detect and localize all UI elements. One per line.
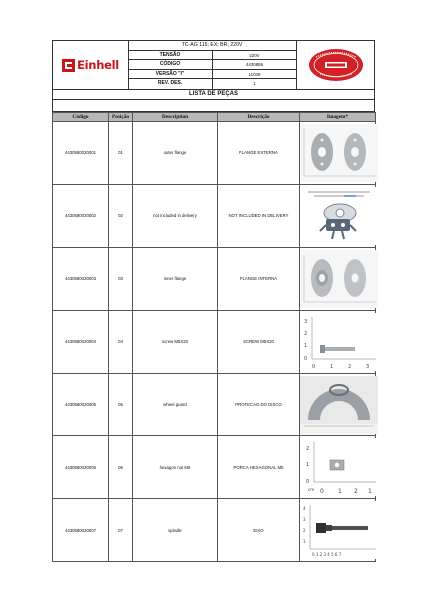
part-description-en: inner flange [133, 247, 218, 310]
table-row [53, 310, 376, 373]
spacer-row [52, 100, 375, 112]
hex-nut-photo [300, 438, 378, 496]
parts-list-sheet [52, 40, 375, 562]
spindle-photo [300, 501, 378, 559]
part-description-pt: SCREW M5X20 [218, 310, 300, 373]
part-position: 07 [109, 499, 133, 562]
wheel-guard-photo [300, 376, 378, 434]
svg-text:2: 2 [348, 363, 352, 370]
version-label: VERSÃO "I" [128, 70, 213, 79]
code-label: CÓDIGO [128, 60, 213, 69]
revision-value: 1 [253, 81, 256, 87]
svg-text:3: 3 [303, 517, 306, 523]
svg-text:0: 0 [304, 355, 308, 362]
part-code: 4430580020006 [53, 436, 109, 499]
voltage-label: TENSÃO [128, 51, 213, 60]
part-position: 01 [109, 122, 133, 185]
part-description-en: screw M5X20 [133, 310, 218, 373]
svg-text:0: 0 [320, 488, 324, 496]
part-description-pt: PROTECAO DO DISCO [218, 373, 300, 436]
part-description-en: hexagon nut M5 [133, 436, 218, 499]
table-row [53, 247, 376, 310]
part-code: 4430580020007 [53, 499, 109, 562]
svg-text:3: 3 [304, 318, 308, 325]
version-value: 11039 [248, 71, 261, 77]
list-title: LISTA DE PEÇAS [52, 90, 375, 100]
part-position: 06 [109, 436, 133, 499]
svg-text:1: 1 [303, 539, 306, 545]
placeholder-robot-image [300, 187, 378, 245]
table-row [53, 373, 376, 436]
column-header-description-en: Description [133, 113, 218, 122]
header-info-table [128, 41, 296, 89]
einhell-logo [53, 41, 129, 89]
model-name: TC-AG 115; EX; BR; 220V [181, 42, 243, 48]
svg-text:0 1 2 3 4 5 6 7: 0 1 2 3 4 5 6 7 [312, 552, 342, 558]
part-code: 4430580020003 [53, 247, 109, 310]
svg-text:2: 2 [304, 330, 308, 337]
column-header-position: Posição [109, 113, 133, 122]
parts-table [52, 112, 376, 562]
svg-text:1: 1 [338, 488, 342, 496]
svg-text:0: 0 [312, 363, 316, 370]
svg-text:cm: cm [308, 487, 315, 493]
part-description-en: wheel guard [133, 373, 218, 436]
part-description-en: outer flange [133, 122, 218, 185]
table-row [53, 184, 376, 247]
document-header [52, 40, 375, 90]
voltage-value: 220V [249, 52, 260, 58]
code-value: 4430886 [245, 62, 264, 68]
svg-text:3: 3 [366, 363, 370, 370]
table-row [53, 122, 376, 185]
table-row [53, 499, 376, 562]
part-code: 4430580020004 [53, 310, 109, 373]
svg-text:4: 4 [303, 506, 306, 512]
einhell-logo-icon [62, 59, 75, 72]
part-description-en: not included in delivery [133, 184, 218, 247]
part-code: 4430580020002 [53, 184, 109, 247]
part-code: 4430580020005 [53, 373, 109, 436]
inner-flange-photo [300, 250, 378, 308]
part-position: 04 [109, 310, 133, 373]
part-description-pt: FLANGE INTERNA [218, 247, 300, 310]
part-description-pt: EIXO [218, 499, 300, 562]
brand-name: Einhell [77, 58, 119, 72]
part-description-en: spindle [133, 499, 218, 562]
part-position: 02 [109, 184, 133, 247]
column-header-image: Imagem* [300, 113, 376, 122]
part-code: 4430580020001 [53, 122, 109, 185]
part-description-pt: FLANGE EXTERNA [218, 122, 300, 185]
quality-seal-icon [306, 47, 366, 83]
svg-text:1: 1 [368, 488, 372, 496]
outer-flange-photo [300, 124, 378, 182]
column-header-description-pt: Descrição [218, 113, 300, 122]
part-position: 05 [109, 373, 133, 436]
svg-text:1: 1 [306, 462, 310, 469]
table-header-row [53, 113, 376, 122]
part-description-pt: NOT INCLUDED IN DELIVERY [218, 184, 300, 247]
svg-text:1: 1 [304, 342, 308, 349]
part-description-pt: PORCA HEXAGONAL M5 [218, 436, 300, 499]
svg-text:2: 2 [303, 528, 306, 534]
table-row [53, 436, 376, 499]
screw-photo [300, 313, 378, 371]
svg-text:0: 0 [306, 479, 310, 486]
svg-text:2: 2 [354, 488, 358, 496]
svg-text:1: 1 [330, 363, 334, 370]
part-position: 03 [109, 247, 133, 310]
column-header-code: Código [53, 113, 109, 122]
svg-text:2: 2 [306, 446, 310, 453]
quality-seal [297, 41, 374, 89]
revision-label: REV. DES. [128, 79, 213, 89]
